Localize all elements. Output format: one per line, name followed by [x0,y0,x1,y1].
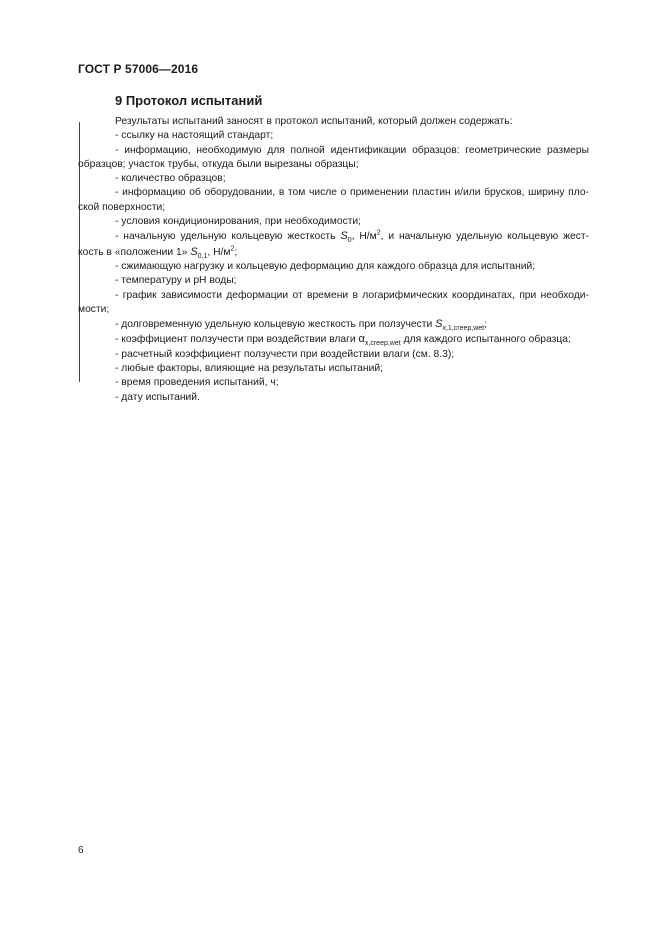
document-header: ГОСТ Р 57006—2016 [78,62,199,76]
unit-superscript: 2 [376,229,381,237]
list-item: - дату испытаний. [115,391,200,403]
symbol-subscript: x,1,creep,wet [442,325,485,333]
intro-paragraph: Результаты испытаний заносят в протокол испытаний, который должен содержать: [115,116,513,127]
list-item: - условия кондиционирования, при необходимости; [115,216,362,228]
list-item [115,332,589,347]
list-item-text: для каждого испытанного образца; [403,334,571,346]
symbol-subscript: 0 [347,237,352,245]
list-item [115,229,589,244]
list-item: - количество образцов; [115,173,226,185]
section-title: 9 Протокол испытаний [115,93,263,108]
list-item-continuation [78,245,589,260]
list-item: - график зависимости деформации от времени в логарифмических координатах, при необходи- [115,289,589,301]
stiffness-symbol: S [190,245,198,258]
list-item-text: - коэффициент ползучести при воздействии влаги [115,334,356,346]
list-item-text: ; [234,246,238,258]
list-item: - информацию об оборудовании, в том числе о применении пластин и/или брусков, ширину пло- [115,187,589,199]
page-number: 6 [78,845,84,856]
symbol-subscript: x,creep,wet [364,340,401,348]
list-item-continuation: образцов; участок трубы, откуда были вырезаны образцы; [78,158,359,170]
list-item-text: ; [484,319,487,331]
list-item-text: - долговременную удельную кольцевую жесткость при ползучести [115,319,433,331]
list-item: - время проведения испытаний, ч; [115,377,279,389]
stiffness-symbol: S [340,230,348,243]
list-item-continuation: ской поверхности; [78,201,166,213]
list-item-continuation: мости; [78,303,110,315]
list-item-text: кость в «положении 1» [78,246,188,258]
list-item-text: - начальную удельную кольцевую жесткость [115,231,336,243]
creep-coefficient-symbol: α [358,333,365,346]
list-item: - сжимающую нагрузку и кольцевую деформацию для каждого образца для испытаний; [115,260,536,272]
list-item: - информацию, необходимую для полной идентификации образцов: геометрические размеры [115,144,589,156]
section-body [78,115,589,405]
list-item [115,317,589,332]
list-item-text: , и начальную удельную кольцевую жест- [380,231,589,243]
list-item: - расчетный коэффициент ползучести при воздействии влаги (см. 8.3); [115,348,455,360]
list-item: - любые факторы, влияющие на результаты испытаний; [115,363,383,375]
list-item: - температуру и pH воды; [115,275,237,287]
stiffness-symbol: S [435,318,443,331]
symbol-subscript: 0,1 [197,252,208,260]
list-item-text: , Н/м [351,231,377,243]
unit-superscript: 2 [230,245,235,253]
list-item: - ссылку на настоящий стандарт; [115,130,274,142]
list-item-text: , Н/м [207,246,231,258]
